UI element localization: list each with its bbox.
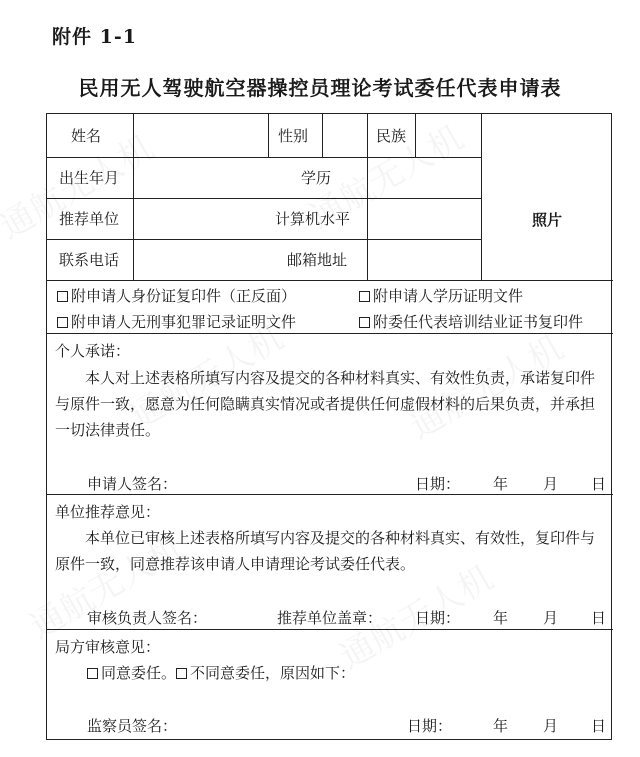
commitment-year: 年 <box>493 475 509 493</box>
application-form <box>46 113 612 740</box>
agree-option[interactable]: 同意委任。 不同意委任，原因如下： <box>87 664 355 682</box>
commitment-day: 日 <box>591 475 607 493</box>
annex-label: 附件 1-1 <box>52 26 137 48</box>
form-title: 民用无人驾驶航空器操控员理论考试委任代表申请表 <box>78 76 562 100</box>
checkbox-icon[interactable] <box>176 668 187 679</box>
phone-label: 联系电话 <box>59 251 120 269</box>
attachment-education[interactable]: 附申请人学历证明文件 <box>359 287 523 305</box>
recommendation-heading: 单位推荐意见： <box>55 503 161 521</box>
bureau-date-label: 日期： <box>407 717 453 735</box>
computer-level-label: 计算机水平 <box>275 210 351 228</box>
checkbox-icon[interactable] <box>57 317 68 328</box>
education-label: 学历 <box>301 169 332 187</box>
attachment-id-copy[interactable]: 附申请人身份证复印件（正反面） <box>57 287 296 305</box>
recommendation-day: 日 <box>591 609 607 627</box>
commitment-text: 本人对上述表格所填写内容及提交的各种材料真实、有效性负责，承诺复印件与原件一致，愿意为任何隐瞒真实情况或者提供任何虚假材料的后果负责，并承担一切法律责任。 <box>55 369 596 439</box>
birth-label: 出生年月 <box>59 169 120 187</box>
recommendation-date-label: 日期： <box>415 609 461 627</box>
applicant-signature-label: 申请人签名： <box>87 475 178 493</box>
recommendation-year: 年 <box>493 609 509 627</box>
inspector-signature-label: 监察员签名： <box>87 717 178 735</box>
recommendation-text: 本单位已审核上述表格所填写内容及提交的各种材料真实、有效性，复印件与原件一致，同意推荐该申请人申请理论考试委任代表。 <box>55 529 596 573</box>
checkbox-icon[interactable] <box>359 317 370 328</box>
attachment-no-criminal-record[interactable]: 附申请人无刑事犯罪记录证明文件 <box>57 313 296 331</box>
bureau-year: 年 <box>493 717 509 735</box>
gender-label: 性别 <box>278 127 309 145</box>
unit-seal-label: 推荐单位盖章： <box>277 609 383 627</box>
checkbox-icon[interactable] <box>57 291 68 302</box>
unit-label: 推荐单位 <box>59 210 120 228</box>
ethnicity-label: 民族 <box>376 127 407 145</box>
checkbox-icon[interactable] <box>87 668 98 679</box>
bureau-day: 日 <box>591 717 607 735</box>
bureau-month: 月 <box>543 717 559 735</box>
name-label: 姓名 <box>71 127 102 145</box>
recommendation-month: 月 <box>543 609 559 627</box>
commitment-date-label: 日期： <box>415 475 461 493</box>
photo-label: 照片 <box>532 211 563 229</box>
checkbox-icon[interactable] <box>359 291 370 302</box>
commitment-heading: 个人承诺： <box>55 342 131 360</box>
email-label: 邮箱地址 <box>287 251 348 269</box>
bureau-heading: 局方审核意见： <box>55 638 161 656</box>
reviewer-signature-label: 审核负责人签名： <box>87 609 208 627</box>
attachment-training-certificate[interactable]: 附委任代表培训结业证书复印件 <box>359 313 583 331</box>
commitment-month: 月 <box>543 475 559 493</box>
